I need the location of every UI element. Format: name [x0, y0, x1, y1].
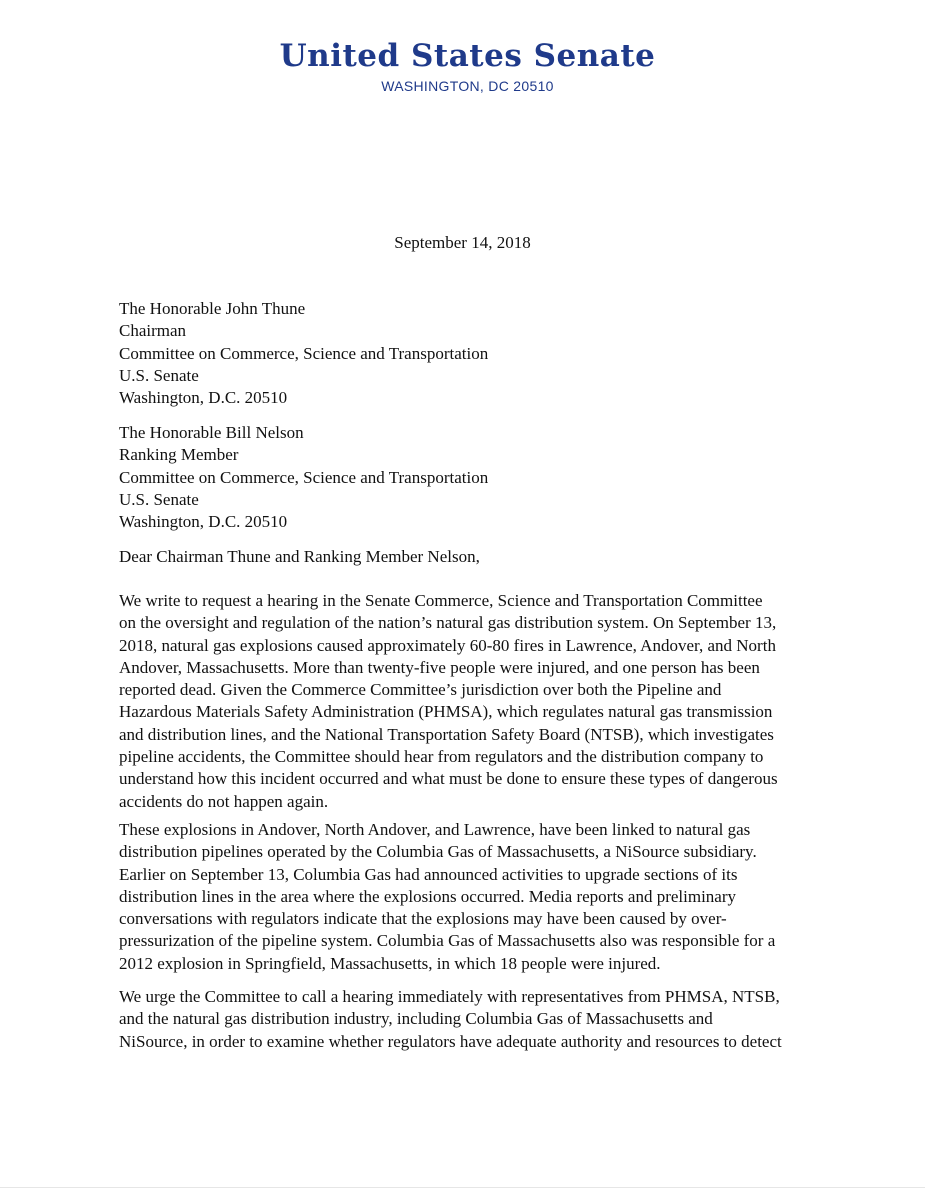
paragraph-line: reported dead. Given the Commerce Committee’s jurisdiction over both the Pipeline and	[119, 680, 722, 700]
letterhead	[0, 38, 925, 95]
paragraph-line: and the natural gas distribution industry, including Columbia Gas of Massachusetts and	[119, 1009, 713, 1029]
paragraph-line: 2018, natural gas explosions caused approximately 60-80 fires in Lawrence, Andover, and North	[119, 635, 776, 655]
letter-date: September 14, 2018	[394, 233, 531, 252]
paragraph-line: Earlier on September 13, Columbia Gas had announced activities to upgrade sections of its	[119, 864, 738, 884]
page-edge-divider	[0, 1187, 925, 1188]
paragraph-line: accidents do not happen again.	[119, 791, 329, 811]
paragraph-line: 2012 explosion in Springfield, Massachusetts, in which 18 people were injured.	[119, 953, 661, 973]
recipient-address-thune	[119, 298, 488, 409]
paragraph-line: NiSource, in order to examine whether regulators have adequate authority and resources to detect	[119, 1031, 782, 1051]
recipient-address-nelson	[119, 422, 488, 533]
address-line: The Honorable John Thune	[119, 299, 306, 318]
paragraph-line: Andover, Massachusetts. More than twenty-five people were injured, and one person has been	[119, 657, 760, 677]
address-line: Committee on Commerce, Science and Transportation	[119, 343, 489, 363]
paragraph-line: conversations with regulators indicate that the explosions may have been caused by over-	[119, 909, 727, 929]
address-line: Washington, D.C. 20510	[119, 512, 288, 532]
letterhead-city: WASHINGTON, DC 20510	[381, 78, 554, 94]
address-line: Washington, D.C. 20510	[119, 388, 288, 408]
paragraph-line: Hazardous Materials Safety Administration (PHMSA), which regulates natural gas transmission	[119, 702, 773, 722]
paragraph-line: on the oversight and regulation of the nation’s natural gas distribution system. On September 13,	[119, 613, 777, 633]
address-line: Ranking Member	[119, 445, 239, 465]
paragraph-line: pipeline accidents, the Committee should hear from regulators and the distribution company to	[119, 747, 764, 767]
paragraph-line: pressurization of the pipeline system. Columbia Gas of Massachusetts also was responsible for a	[119, 931, 776, 951]
paragraph-urge-hearing	[119, 986, 839, 1053]
address-line: U.S. Senate	[119, 365, 199, 385]
salutation: Dear Chairman Thune and Ranking Member Nelson,	[119, 547, 480, 566]
letterhead-title: United States Senate	[279, 38, 656, 74]
paragraph-line: We urge the Committee to call a hearing immediately with representatives from PHMSA, NTSB,	[119, 987, 780, 1006]
paragraph-line: understand how this incident occurred and what must be done to ensure these types of dangerous	[119, 769, 778, 789]
paragraph-explosions	[119, 819, 839, 975]
paragraph-line: We write to request a hearing in the Senate Commerce, Science and Transportation Committee	[119, 591, 763, 610]
address-line: The Honorable Bill Nelson	[119, 423, 304, 442]
paragraph-request	[119, 590, 839, 813]
paragraph-line: These explosions in Andover, North Andover, and Lawrence, have been linked to natural gas	[119, 820, 751, 839]
address-line: Committee on Commerce, Science and Transportation	[119, 467, 489, 487]
address-line: Chairman	[119, 321, 187, 341]
paragraph-line: distribution pipelines operated by the Columbia Gas of Massachusetts, a NiSource subsidiary.	[119, 842, 757, 862]
address-line: U.S. Senate	[119, 489, 199, 509]
paragraph-line: and distribution lines, and the National Transportation Safety Board (NTSB), which investigates	[119, 724, 774, 744]
paragraph-line: distribution lines in the area where the explosions occurred. Media reports and preliminary	[119, 886, 737, 906]
